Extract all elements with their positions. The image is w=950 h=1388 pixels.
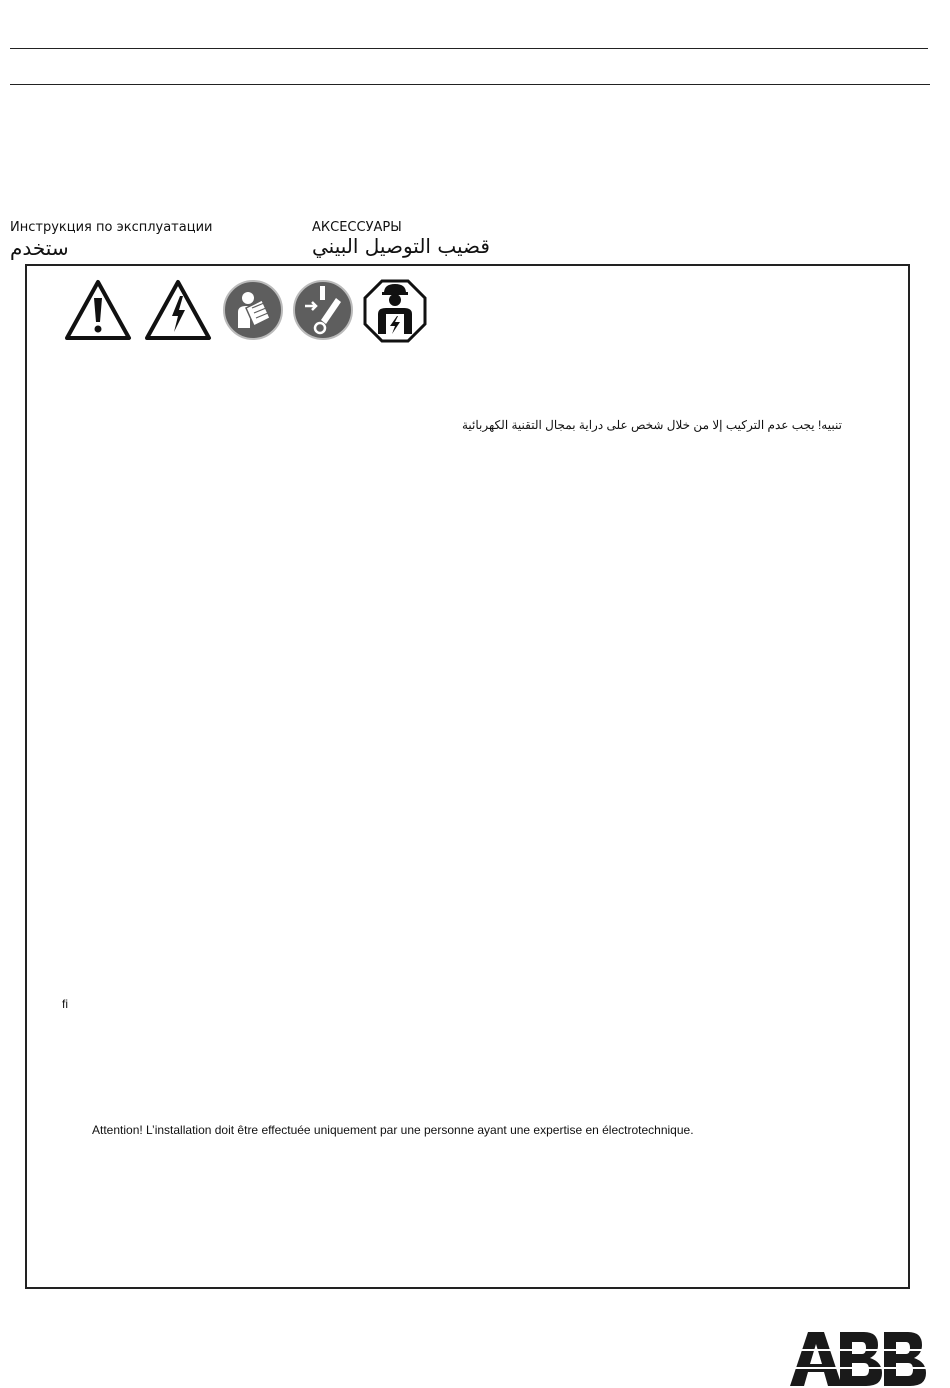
disconnect-power-icon	[292, 278, 354, 342]
manual-title: Инструкция по эксплуатации	[10, 220, 213, 235]
top-rule-2	[10, 84, 930, 85]
french-warning-text: Attention! L’installation doit être effectuée uniquement par une personne ayant une expertise en électrotechnique.	[92, 1123, 694, 1137]
accessories-title-arabic: قضيب التوصيل البيني	[312, 234, 490, 258]
fi-marker: fi	[62, 997, 68, 1011]
manual-title-arabic: ستخدم	[10, 236, 69, 260]
abb-logo	[790, 1332, 930, 1386]
arabic-warning-text: تنبيه! يجب عدم التركيب إلا من خلال شخص على دراية بمجال التقنية الكهربائية	[462, 418, 842, 432]
qualified-electrician-icon	[362, 278, 428, 344]
read-manual-icon	[222, 278, 284, 342]
warning-icon	[63, 278, 133, 342]
accessories-title: АКСЕССУАРЫ	[312, 220, 402, 235]
top-rule-1	[10, 48, 928, 49]
electric-hazard-icon	[143, 278, 213, 342]
